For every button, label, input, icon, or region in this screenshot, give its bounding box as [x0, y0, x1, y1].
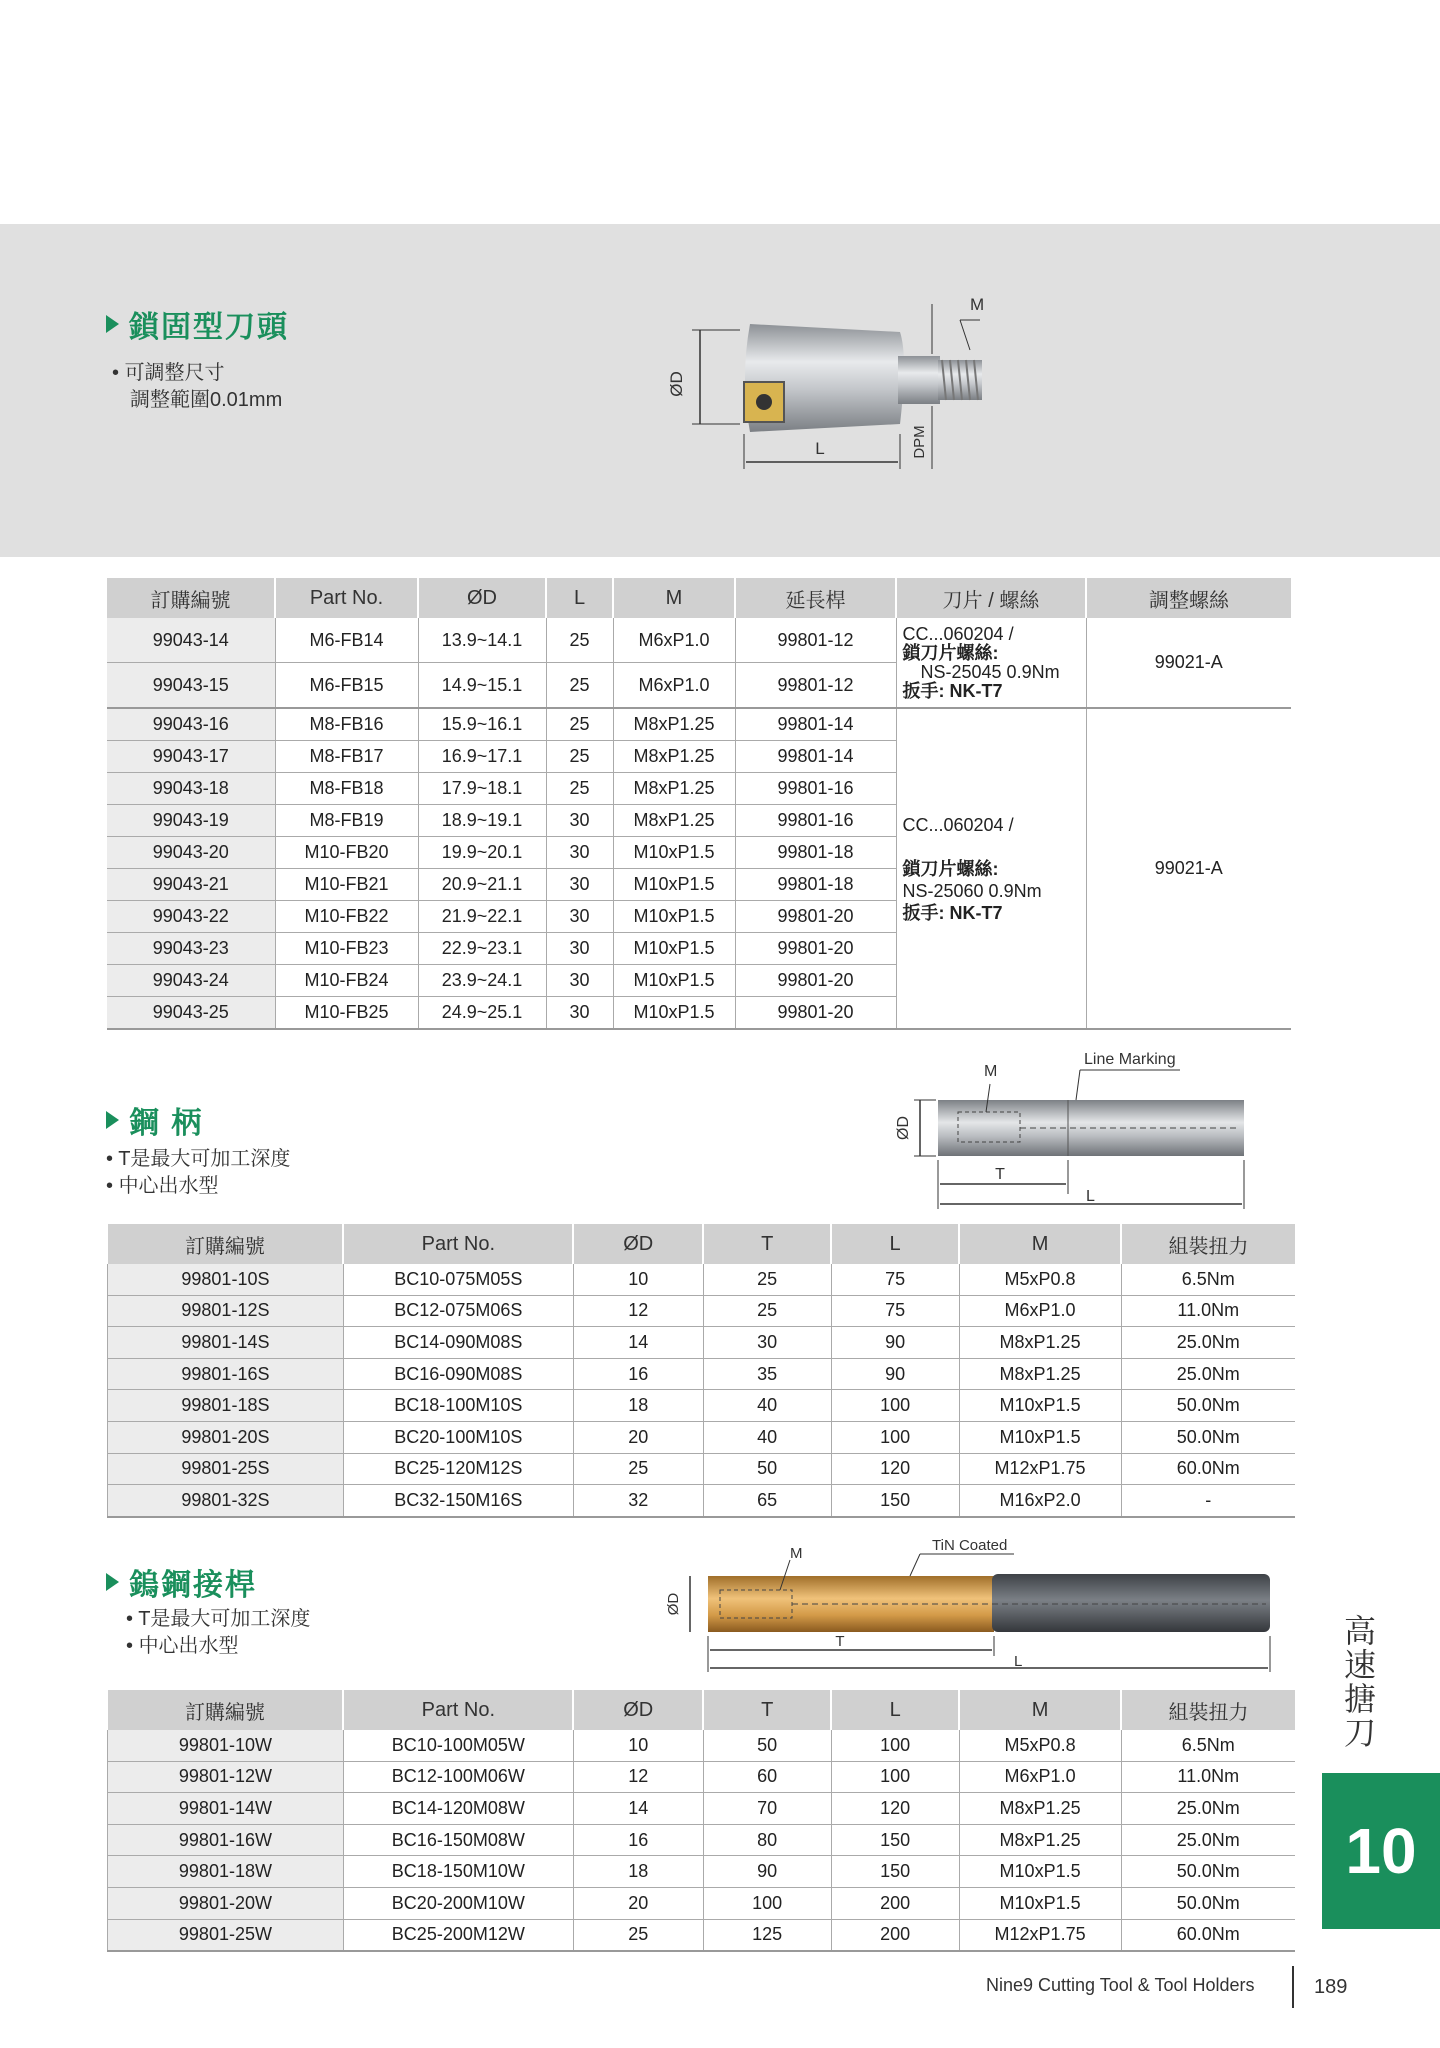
table-cell: 30: [546, 805, 613, 837]
table-cell: 150: [831, 1856, 959, 1888]
table-cell: 90: [831, 1358, 959, 1390]
table-cell: M10-FB21: [275, 869, 418, 901]
table-cell: M10xP1.5: [959, 1390, 1121, 1422]
table-cell: M8xP1.25: [959, 1327, 1121, 1359]
table-row: [108, 1264, 1296, 1295]
head-neck: [898, 356, 940, 404]
table-cell: M8xP1.25: [613, 805, 735, 837]
table-cell: 17.9~18.1: [418, 773, 546, 805]
column-header: 刀片 / 螺絲: [896, 578, 1086, 618]
table-cell: 99043-15: [107, 663, 275, 709]
table-cell: M6xP1.0: [959, 1761, 1121, 1793]
dim-dpm-label: DPM: [911, 425, 928, 459]
table-cell: M12xP1.75: [959, 1919, 1121, 1951]
table-header-row: [108, 1224, 1296, 1264]
table-cell: BC10-075M05S: [343, 1264, 573, 1295]
table-cell: 150: [831, 1485, 959, 1517]
table-cell: M10-FB24: [275, 965, 418, 997]
table-cell: M8xP1.25: [613, 741, 735, 773]
table-cell: 100: [831, 1421, 959, 1453]
table-cell: M6-FB14: [275, 618, 418, 663]
insert-spec-line: NS-25060 0.9Nm: [902, 880, 1042, 901]
table-cell: 99801-20: [735, 997, 896, 1030]
table-cell: 16: [573, 1824, 703, 1856]
table-cell: 30: [546, 901, 613, 933]
dim-t-label: T: [835, 1633, 845, 1650]
table-cell: 99801-14: [735, 741, 896, 773]
table-row: [108, 1856, 1296, 1888]
table-cell: 25: [573, 1453, 703, 1485]
table-cell: 99801-10W: [108, 1730, 344, 1761]
table-cell: 6.5Nm: [1121, 1730, 1295, 1761]
table-cell: M8xP1.25: [959, 1824, 1121, 1856]
table-cell: 70: [703, 1793, 831, 1825]
table-row: [108, 1421, 1296, 1453]
table-cell: 11.0Nm: [1121, 1761, 1295, 1793]
table-cell: 6.5Nm: [1121, 1264, 1295, 1295]
table-cell: M6xP1.0: [613, 618, 735, 663]
table-cell: 80: [703, 1824, 831, 1856]
table-cell: M5xP0.8: [959, 1730, 1121, 1761]
steel-shank-table: [107, 1224, 1295, 1518]
table-cell: 23.9~24.1: [418, 965, 546, 997]
table-cell: M10-FB22: [275, 901, 418, 933]
table-cell: M8xP1.25: [959, 1358, 1121, 1390]
table-cell: 99021-A: [1086, 618, 1291, 708]
chapter-tab: 10: [1322, 1773, 1440, 1929]
table-cell: 30: [546, 997, 613, 1030]
table-row: [108, 1887, 1296, 1919]
table-cell: M10-FB20: [275, 837, 418, 869]
section1-title: 鎖固型刀頭: [106, 302, 289, 346]
table-cell: M10xP1.5: [613, 837, 735, 869]
table-cell: BC20-200M10W: [343, 1887, 573, 1919]
column-header: Part No.: [275, 578, 418, 618]
table-row: [108, 1730, 1296, 1761]
table-cell: 99043-16: [107, 708, 275, 741]
insert-spec-line: 扳手: NK-T7: [902, 902, 1003, 923]
column-header: 訂購編號: [107, 578, 275, 618]
table-cell: 99801-32S: [108, 1485, 344, 1517]
table-cell: 14: [573, 1327, 703, 1359]
column-header: L: [831, 1690, 959, 1730]
table-cell: 99801-20: [735, 965, 896, 997]
table-row: [108, 1358, 1296, 1390]
table-cell: BC10-100M05W: [343, 1730, 573, 1761]
table-cell: [896, 708, 1086, 1029]
table-cell: M8-FB18: [275, 773, 418, 805]
table-cell: 65: [703, 1485, 831, 1517]
table-row: [108, 1295, 1296, 1327]
section2-bullets: • T是最大可加工深度 • 中心出水型: [106, 1148, 291, 1197]
table-cell: 25: [546, 618, 613, 663]
table-cell: 50.0Nm: [1121, 1390, 1295, 1422]
table-cell: 200: [831, 1919, 959, 1951]
table-cell: 120: [831, 1453, 959, 1485]
table-cell: 30: [703, 1327, 831, 1359]
table-cell: 100: [831, 1761, 959, 1793]
column-header: ØD: [418, 578, 546, 618]
table-cell: 25: [703, 1264, 831, 1295]
table-cell: BC18-100M10S: [343, 1390, 573, 1422]
table-row: [108, 1327, 1296, 1359]
dim-m-label: M: [790, 1545, 803, 1562]
line-marking-label: Line Marking: [1084, 1051, 1176, 1068]
table-cell: BC25-120M12S: [343, 1453, 573, 1485]
table-header-row: [108, 1690, 1296, 1730]
table-cell: 100: [831, 1730, 959, 1761]
table-cell: 18.9~19.1: [418, 805, 546, 837]
column-header: T: [703, 1224, 831, 1264]
insert-spec-line: CC...060204 /: [902, 814, 1014, 835]
insert-spec-line: NS-25045 0.9Nm: [920, 661, 1060, 682]
table-cell: 99801-14S: [108, 1327, 344, 1359]
table-cell: 22.9~23.1: [418, 933, 546, 965]
table-cell: M16xP2.0: [959, 1485, 1121, 1517]
table-cell: 18: [573, 1390, 703, 1422]
table-cell: M10xP1.5: [613, 965, 735, 997]
table-cell: 16.9~17.1: [418, 741, 546, 773]
table-cell: 25: [703, 1295, 831, 1327]
thread-icon: [938, 360, 982, 400]
table-cell: 99801-18: [735, 869, 896, 901]
section3-bullets: • T是最大可加工深度 • 中心出水型: [126, 1608, 311, 1657]
table-cell: 75: [831, 1295, 959, 1327]
table-row: [108, 1761, 1296, 1793]
table-cell: 99801-16W: [108, 1824, 344, 1856]
table-cell: 99043-14: [107, 618, 275, 663]
table-cell: M10xP1.5: [613, 933, 735, 965]
table-cell: BC25-200M12W: [343, 1919, 573, 1951]
table-cell: 12: [573, 1761, 703, 1793]
dim-m-label: M: [984, 1063, 998, 1080]
tin-coated-label: TiN Coated: [932, 1537, 1008, 1554]
table-cell: BC16-150M08W: [343, 1824, 573, 1856]
category-vertical-label: 高 速 搪 刀: [1343, 1613, 1376, 1751]
table-cell: 25.0Nm: [1121, 1358, 1295, 1390]
table-cell: 120: [831, 1793, 959, 1825]
column-header: T: [703, 1690, 831, 1730]
table-cell: 25: [546, 773, 613, 805]
table-cell: 20: [573, 1421, 703, 1453]
column-header: Part No.: [343, 1690, 573, 1730]
table-cell: 90: [831, 1327, 959, 1359]
insert-spec-line: 扳手: NK-T7: [902, 680, 1003, 701]
table-cell: 99801-16: [735, 805, 896, 837]
table-cell: 30: [546, 933, 613, 965]
column-header: M: [959, 1224, 1121, 1264]
table-cell: BC18-150M10W: [343, 1856, 573, 1888]
table-cell: M12xP1.75: [959, 1453, 1121, 1485]
table-row: [108, 1390, 1296, 1422]
table-cell: 60: [703, 1761, 831, 1793]
insert-spec-line: 鎖刀片螺絲:: [902, 642, 999, 663]
footer-divider: [1292, 1966, 1294, 2008]
locking-head-table: [107, 578, 1291, 1030]
dim-d-label: ØD: [665, 1592, 682, 1616]
table-cell: 25.0Nm: [1121, 1793, 1295, 1825]
column-header: 調整螺絲: [1086, 578, 1291, 618]
table-cell: 15.9~16.1: [418, 708, 546, 741]
table-cell: 99801-25S: [108, 1453, 344, 1485]
table-cell: M5xP0.8: [959, 1264, 1121, 1295]
column-header: M: [959, 1690, 1121, 1730]
table-cell: 32: [573, 1485, 703, 1517]
table-cell: M6xP1.0: [613, 663, 735, 709]
table-row: [108, 1485, 1296, 1517]
column-header: 組裝扭力: [1121, 1690, 1295, 1730]
locking-head-diagram: [667, 284, 1030, 474]
table-cell: 20: [573, 1887, 703, 1919]
column-header: 延長桿: [735, 578, 896, 618]
table-cell: M10xP1.5: [613, 901, 735, 933]
table-cell: 99801-12S: [108, 1295, 344, 1327]
table-row: [108, 1824, 1296, 1856]
table-cell: -: [1121, 1485, 1295, 1517]
table-cell: M8xP1.25: [959, 1793, 1121, 1825]
table-cell: M6-FB15: [275, 663, 418, 709]
table-cell: 99801-18W: [108, 1856, 344, 1888]
table-cell: M8-FB17: [275, 741, 418, 773]
table-cell: 30: [546, 965, 613, 997]
table-cell: 25.0Nm: [1121, 1824, 1295, 1856]
table-cell: 16: [573, 1358, 703, 1390]
table-cell: 25.0Nm: [1121, 1327, 1295, 1359]
table-cell: 12: [573, 1295, 703, 1327]
table-cell: 60.0Nm: [1121, 1919, 1295, 1951]
table-row: [108, 1793, 1296, 1825]
table-cell: 99801-12: [735, 618, 896, 663]
column-header: 訂購編號: [108, 1690, 344, 1730]
table-cell: 99801-16: [735, 773, 896, 805]
table-cell: 50.0Nm: [1121, 1856, 1295, 1888]
table-cell: BC32-150M16S: [343, 1485, 573, 1517]
table-cell: 99801-20: [735, 933, 896, 965]
carbide-bar-diagram: [660, 1534, 1280, 1674]
table-cell: M10xP1.5: [959, 1887, 1121, 1919]
carbide-bar-table: [107, 1690, 1295, 1952]
table-cell: 18: [573, 1856, 703, 1888]
table-cell: 200: [831, 1887, 959, 1919]
table-cell: M10-FB23: [275, 933, 418, 965]
table-cell: 11.0Nm: [1121, 1295, 1295, 1327]
table-cell: 40: [703, 1421, 831, 1453]
table-cell: 50: [703, 1730, 831, 1761]
table-cell: 24.9~25.1: [418, 997, 546, 1030]
table-cell: 99801-20W: [108, 1887, 344, 1919]
table-cell: [896, 618, 1086, 708]
table-cell: 25: [573, 1919, 703, 1951]
table-cell: 99043-23: [107, 933, 275, 965]
table-cell: M10-FB25: [275, 997, 418, 1030]
table-cell: 60.0Nm: [1121, 1453, 1295, 1485]
dim-l-label: L: [1086, 1188, 1095, 1205]
table-cell: 99043-17: [107, 741, 275, 773]
table-cell: 25: [546, 741, 613, 773]
table-cell: 99043-21: [107, 869, 275, 901]
table-cell: 13.9~14.1: [418, 618, 546, 663]
table-cell: 99801-18: [735, 837, 896, 869]
table-cell: BC14-120M08W: [343, 1793, 573, 1825]
table-row: [107, 618, 1291, 663]
table-row: [107, 708, 1291, 741]
table-cell: 30: [546, 869, 613, 901]
table-cell: 25: [546, 663, 613, 709]
table-row: [108, 1919, 1296, 1951]
table-cell: 99043-19: [107, 805, 275, 837]
table-cell: M8xP1.25: [613, 708, 735, 741]
table-cell: BC20-100M10S: [343, 1421, 573, 1453]
table-cell: M10xP1.5: [613, 997, 735, 1030]
section1-bullets: • 可調整尺寸 調整範圍0.01mm: [112, 362, 283, 411]
table-cell: 99021-A: [1086, 708, 1291, 1029]
table-cell: 14.9~15.1: [418, 663, 546, 709]
dim-d-label: ØD: [895, 1116, 912, 1140]
table-cell: 99801-20S: [108, 1421, 344, 1453]
table-cell: 99043-24: [107, 965, 275, 997]
triangle-bullet-icon: [106, 1573, 119, 1591]
table-cell: 99801-18S: [108, 1390, 344, 1422]
table-cell: 99801-12: [735, 663, 896, 709]
column-header: ØD: [573, 1224, 703, 1264]
table-cell: 99801-16S: [108, 1358, 344, 1390]
carbide-section: [992, 1574, 1270, 1632]
table-header-row: [107, 578, 1291, 618]
table-cell: 99801-14: [735, 708, 896, 741]
section2-title: 鋼 柄: [106, 1098, 203, 1142]
table-cell: M6xP1.0: [959, 1295, 1121, 1327]
table-cell: M10xP1.5: [959, 1421, 1121, 1453]
table-cell: M8-FB19: [275, 805, 418, 837]
table-row: [108, 1453, 1296, 1485]
table-cell: M10xP1.5: [613, 869, 735, 901]
table-cell: 100: [831, 1390, 959, 1422]
column-header: L: [831, 1224, 959, 1264]
dim-d-label: ØD: [667, 371, 686, 397]
table-cell: 35: [703, 1358, 831, 1390]
dim-t-label: T: [995, 1166, 1005, 1183]
table-cell: 30: [546, 837, 613, 869]
table-cell: 40: [703, 1390, 831, 1422]
footer-brand: Nine9 Cutting Tool & Tool Holders: [986, 1975, 1255, 1995]
table-cell: 99801-14W: [108, 1793, 344, 1825]
table-cell: BC14-090M08S: [343, 1327, 573, 1359]
triangle-bullet-icon: [106, 315, 119, 333]
table-cell: 99801-10S: [108, 1264, 344, 1295]
table-cell: 75: [831, 1264, 959, 1295]
table-cell: 20.9~21.1: [418, 869, 546, 901]
column-header: 組裝扭力: [1121, 1224, 1295, 1264]
table-cell: 50: [703, 1453, 831, 1485]
table-cell: BC16-090M08S: [343, 1358, 573, 1390]
table-cell: 99043-25: [107, 997, 275, 1030]
insert-spec-line: CC...060204 /: [902, 623, 1014, 644]
column-header: L: [546, 578, 613, 618]
table-cell: 100: [703, 1887, 831, 1919]
column-header: M: [613, 578, 735, 618]
table-cell: 21.9~22.1: [418, 901, 546, 933]
table-cell: 19.9~20.1: [418, 837, 546, 869]
table-cell: M8-FB16: [275, 708, 418, 741]
dim-l-label: L: [815, 439, 825, 458]
section3-title: 鎢鋼接桿: [106, 1560, 257, 1604]
table-cell: 90: [703, 1856, 831, 1888]
table-cell: BC12-100M06W: [343, 1761, 573, 1793]
table-cell: 25: [546, 708, 613, 741]
table-cell: 99043-18: [107, 773, 275, 805]
column-header: Part No.: [343, 1224, 573, 1264]
tin-coated-section: [708, 1576, 994, 1632]
table-cell: 99043-20: [107, 837, 275, 869]
table-cell: M10xP1.5: [959, 1856, 1121, 1888]
table-cell: 99043-22: [107, 901, 275, 933]
table-cell: 14: [573, 1793, 703, 1825]
steel-shank-diagram: [890, 1044, 1270, 1214]
page-number: 189: [1314, 1976, 1348, 1998]
table-cell: M8xP1.25: [613, 773, 735, 805]
triangle-bullet-icon: [106, 1111, 119, 1129]
table-cell: 99801-12W: [108, 1761, 344, 1793]
table-cell: 10: [573, 1730, 703, 1761]
table-cell: 50.0Nm: [1121, 1887, 1295, 1919]
table-cell: 10: [573, 1264, 703, 1295]
dim-m-label: M: [970, 295, 985, 314]
table-cell: BC12-075M06S: [343, 1295, 573, 1327]
dim-l-label: L: [1014, 1653, 1023, 1670]
table-cell: 50.0Nm: [1121, 1421, 1295, 1453]
column-header: 訂購編號: [108, 1224, 344, 1264]
column-header: ØD: [573, 1690, 703, 1730]
insert-spec-line: 鎖刀片螺絲:: [902, 858, 999, 879]
table-cell: 99801-25W: [108, 1919, 344, 1951]
table-cell: 99801-20: [735, 901, 896, 933]
table-cell: 125: [703, 1919, 831, 1951]
table-cell: 150: [831, 1824, 959, 1856]
